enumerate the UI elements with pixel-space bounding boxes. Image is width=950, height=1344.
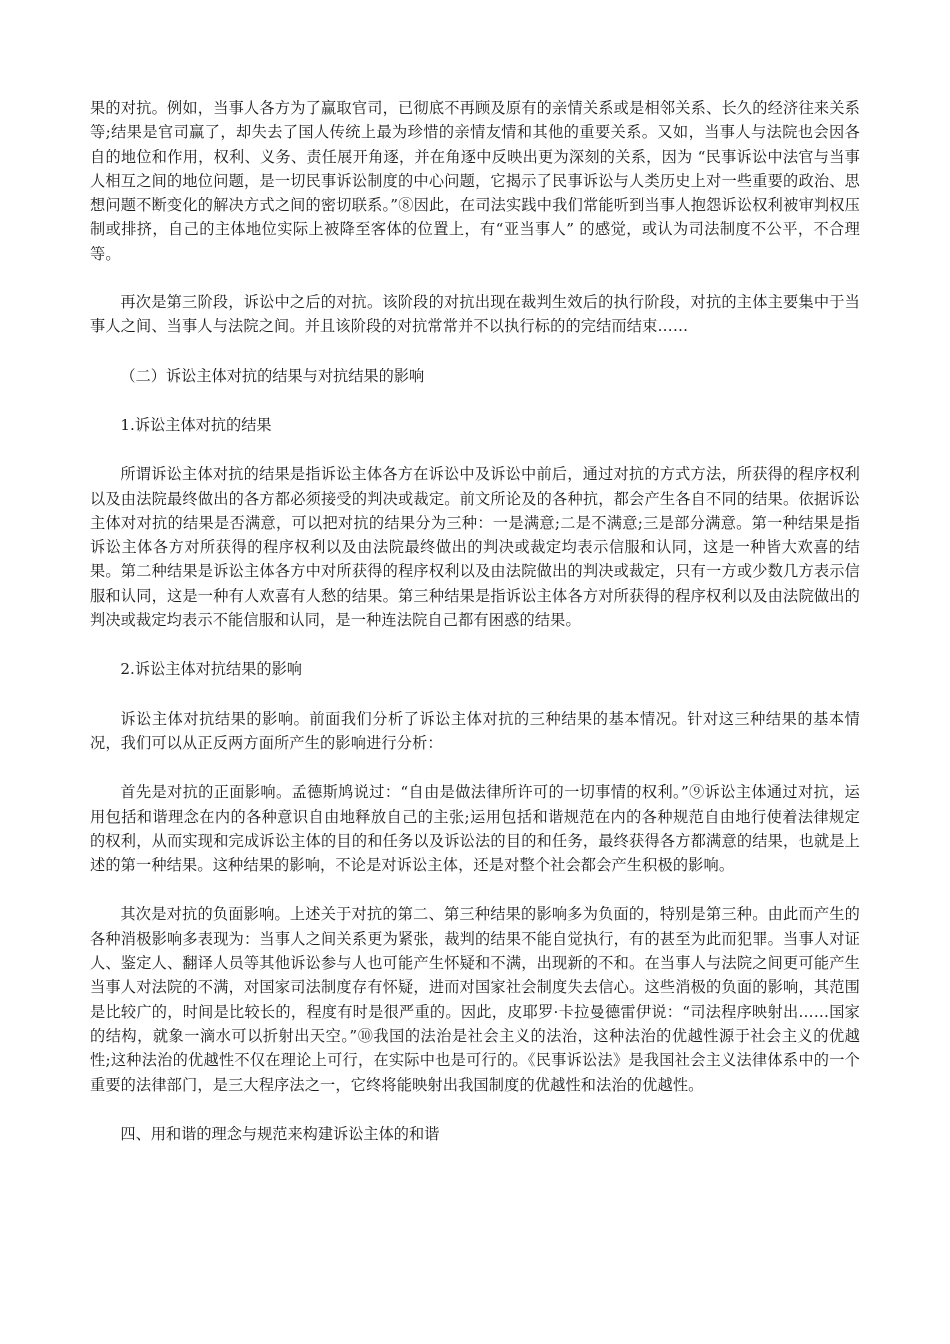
paragraph-positive-impact: 首先是对抗的正面影响。孟德斯鸠说过：“自由是做法律所许可的一切事情的权利。”⑨诉讼主体通过对抗，运用包括和谐理念在内的各种意识自由地释放自己的主张;运用包括和谐规范在内的各种规范自由地行使着法律规定的权利，从而实现和完成诉讼主体的目的和任务以及诉讼法的目的和任务，最终获得各方都满意的结果，也就是上述的第一种结果。这种结果的影响，不论是对诉讼主体，还是对整个社会都会产生积极的影响。 (90, 783, 860, 875)
section-heading-harmony: 四、用和谐的理念与规范来构建诉讼主体的和谐 (120, 1124, 440, 1143)
paragraph-third-stage: 再次是第三阶段，诉讼中之后的对抗。该阶段的对抗出现在裁判生效后的执行阶段，对抗的主体主要集中于当事人之间、当事人与法院之间。并且该阶段的对抗常常并不以执行标的的完结而结束…… (90, 293, 860, 336)
section-heading-results-and-impact: （二）诉讼主体对抗的结果与对抗结果的影响 (120, 366, 425, 385)
document-page (90, 96, 860, 1146)
subsection-heading-impact: 2.诉讼主体对抗结果的影响 (120, 660, 302, 679)
subsection-heading-results: 1.诉讼主体对抗的结果 (120, 415, 272, 434)
paragraph-negative-impact: 其次是对抗的负面影响。上述关于对抗的第二、第三种结果的影响多为负面的，特别是第三种。由此而产生的各种消极影响多表现为：当事人之间关系更为紧张，裁判的结果不能自觉执行，有的甚至为此而犯罪。当事人对证人、鉴定人、翻译人员等其他诉讼参与人也可能产生怀疑和不满，出现新的不和。在当事人与法院之间更可能产生当事人对法院的不满，对国家司法制度存有怀疑，进而对国家社会制度失去信心。这些消极的负面的影响，其范围是比较广的，时间是比较长的，程度有时是很严重的。因此，皮耶罗·卡拉曼德雷伊说：“司法程序映射出……国家的结构，就象一滴水可以折射出天空。”⑩我国的法治是社会主义的法治，这种法治的优越性源于社会主义的优越性;这种法治的优越性不仅在理论上可行，在实际中也是可行的。《民事诉讼法》是我国社会主义法律体系中的一个重要的法律部门，是三大程序法之一，它终将能映射出我国制度的优越性和法治的优越性。 (90, 905, 860, 1094)
paragraph-results-definition: 所谓诉讼主体对抗的结果是指诉讼主体各方在诉讼中及诉讼中前后，通过对抗的方式方法，所获得的程序权利以及由法院最终做出的各方都必须接受的判决或裁定。前文所论及的各种抗，都会产生各自不同的结果。依据诉讼主体对对抗的结果是否满意，可以把对抗的结果分为三种：一是满意;二是不满意;三是部分满意。第一种结果是指诉讼主体各方对所获得的程序权利以及由法院最终做出的判决或裁定均表示信服和认同，这是一种皆大欢喜的结果。第二种结果是诉讼主体各方中对所获得的程序权利以及由法院做出的判决或裁定，只有一方或少数几方表示信服和认同，这是一种有人欢喜有人愁的结果。第三种结果是指诉讼主体各方对所获得的程序权利以及由法院做出的判决或裁定均表示不能信服和认同，是一种连法院自己都有困惑的结果。 (90, 465, 860, 630)
paragraph-adversarial-outcome-continued: 果的对抗。例如，当事人各方为了赢取官司，已彻底不再顾及原有的亲情关系或是相邻关系、长久的经济往来关系等;结果是官司赢了，却失去了国人传统上最为珍惜的亲情友情和其他的重要关系。又如，当事人与法院也会因各自的地位和作用，权利、义务、责任展开角逐，并在角逐中反映出更为深刻的关系，因为 “民事诉讼中法官与当事人相互之间的地位问题，是一切民事诉讼制度的中心问题，它揭示了民事诉讼与人类历史上对一些重要的政治、思想问题不断变化的解决方式之间的密切联系。”⑧因此，在司法实践中我们常能听到当事人抱怨诉讼权利被审判权压制或排挤，自己的主体地位实际上被降至客体的位置上，有“亚当事人” 的感觉，或认为司法制度不公平，不合理等。 (90, 99, 860, 263)
paragraph-impact-intro: 诉讼主体对抗结果的影响。前面我们分析了诉讼主体对抗的三种结果的基本情况。针对这三种结果的基本情况，我们可以从正反两方面所产生的影响进行分析： (90, 709, 860, 752)
